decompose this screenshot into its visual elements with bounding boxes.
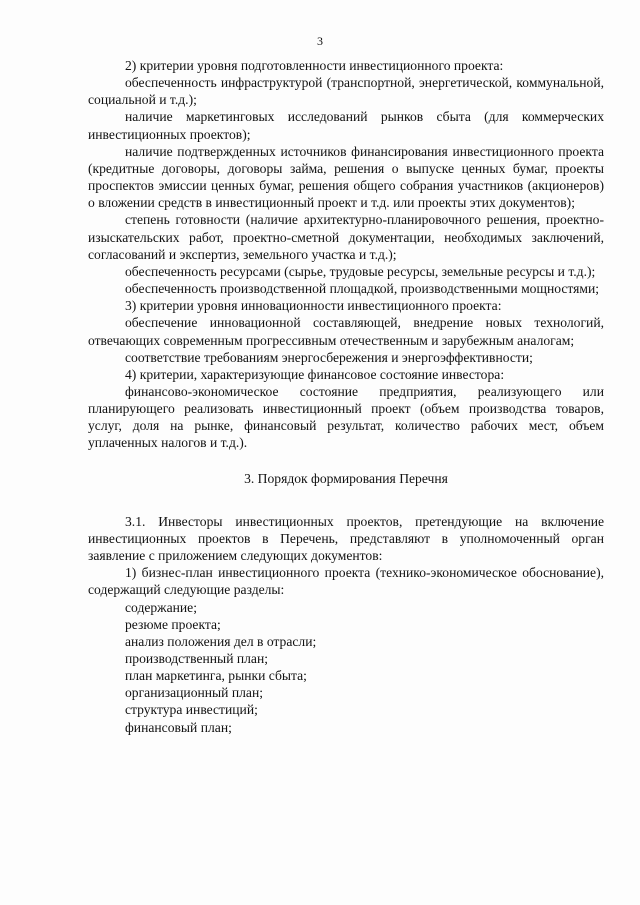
- list-item: структура инвестиций;: [125, 702, 258, 718]
- paragraph-business-plan: 1) бизнес-план инвестиционного проекта (технико-экономическое обоснование), содержащий следующие разделы:: [88, 565, 604, 598]
- list-item: организационный план;: [125, 685, 264, 701]
- paragraph-readiness: степень готовности (наличие архитектурно-планировочного решения, проектно-изыскательских работ, проектно-сметной документации, необходимых заключений, согласований и экспертиз, земельного участка и т.д.);: [88, 212, 604, 262]
- list-item: резюме проекта;: [125, 616, 221, 632]
- paragraph-production-site: обеспеченность производственной площадкой, производственными мощностями;: [125, 281, 600, 297]
- list-item: анализ положения дел в отрасли;: [125, 633, 317, 649]
- page-number: 3: [317, 34, 323, 48]
- list-item: производственный план;: [125, 651, 269, 666]
- paragraph-energy-efficiency: соответствие требованиям энергосбережения и энергоэффективности;: [125, 349, 533, 365]
- paragraph-marketing: наличие маркетинговых исследований рынков сбыта (для коммерческих инвестиционных проектов);: [88, 109, 604, 142]
- list-item: содержание;: [125, 599, 197, 615]
- document-body: [88, 57, 604, 736]
- paragraph-financial-state: финансово-экономическое состояние предприятия, реализующего или планирующего реализовать инвестиционный проект (объем производства товаров, услуг, доля на рынке, финансовый результат, количество рабочих мест, объем уплаченных налогов и т.д.).: [88, 383, 604, 451]
- criteria-heading-4: 4) критерии, характеризующие финансовое состояние инвестора:: [125, 366, 505, 382]
- paragraph-infrastructure: обеспеченность инфраструктурой (транспортной, энергетической, коммунальной, социальной и т.д.);: [88, 75, 604, 108]
- paragraph-financing-sources: наличие подтвержденных источников финансирования инвестиционного проекта (кредитные договоры, договоры займа, решения о выпуске ценных бумаг, проекты проспектов эмиссии ценных бумаг, решения общего собрания участников (акционеров) о вложении средств в инвестиционный проект и т.д. или проекты этих документов);: [88, 143, 604, 211]
- list-item: финансовый план;: [125, 719, 232, 735]
- list-item: план маркетинга, рынки сбыта;: [125, 668, 307, 684]
- paragraph-innovation: обеспечение инновационной составляющей, внедрение новых технологий, отвечающих современным прогрессивным отечественным и зарубежным аналогам;: [88, 315, 604, 348]
- criteria-heading-2: 2) критерии уровня подготовленности инвестиционного проекта:: [125, 58, 504, 73]
- criteria-heading-3: 3) критерии уровня инновационности инвестиционного проекта:: [125, 298, 502, 314]
- section-heading: 3. Порядок формирования Перечня: [244, 470, 448, 486]
- paragraph-resources: обеспеченность ресурсами (сырье, трудовые ресурсы, земельные ресурсы и т.д.);: [125, 263, 596, 279]
- paragraph-3-1: 3.1. Инвесторы инвестиционных проектов, претендующие на включение инвестиционных проектов в Перечень, представляют в уполномоченный орган заявление с приложением следующих документов:: [88, 513, 604, 564]
